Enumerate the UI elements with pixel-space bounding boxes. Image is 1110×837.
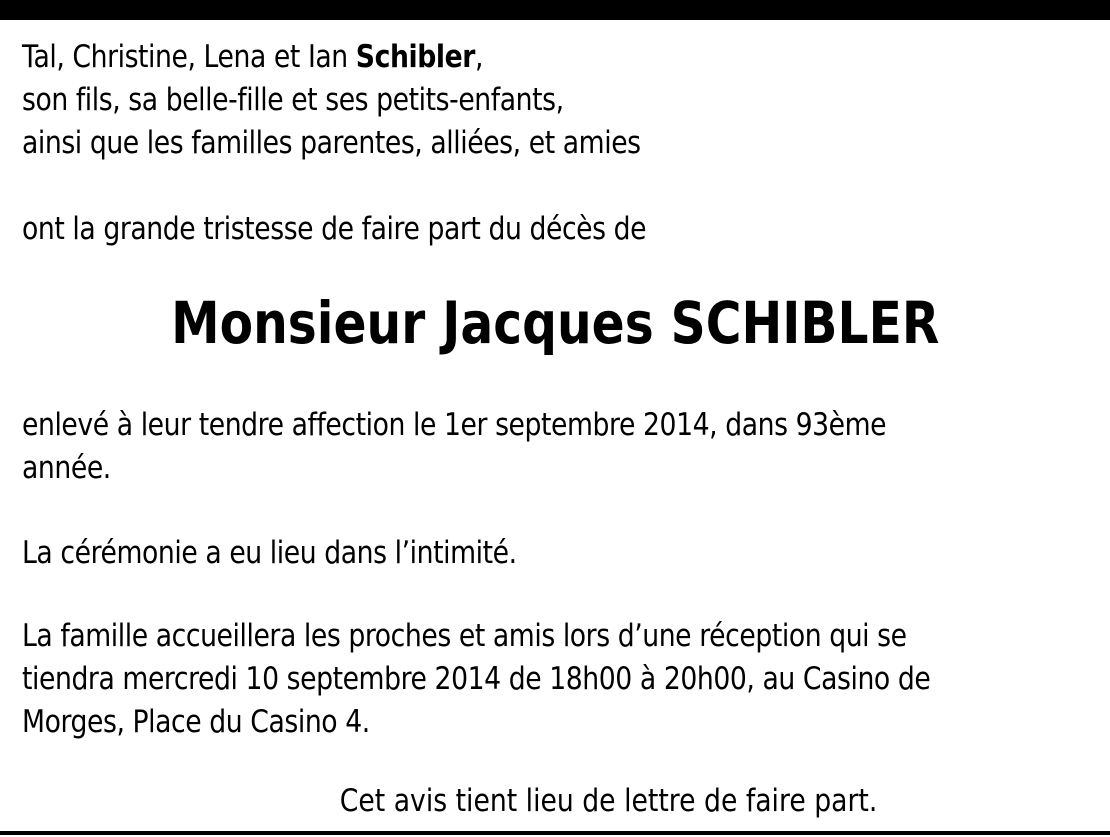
top-border-rule [0, 0, 1110, 20]
reception-paragraph [22, 615, 1092, 744]
family-relation: son fils, sa belle-fille et ses petits-enfants, [22, 82, 564, 118]
passing-paragraph [22, 404, 1092, 490]
intro-comma: , [474, 39, 483, 75]
closing-text: Cet avis tient lieu de lettre de faire part. [340, 783, 878, 819]
reception-line-3: Morges, Place du Casino 4. [22, 704, 370, 740]
passing-line-2: année. [22, 450, 111, 486]
deceased-name-heading [0, 290, 1110, 356]
announcement-text: ont la grande tristesse de faire part du décès de [22, 211, 647, 247]
deceased-name: Monsieur Jacques SCHIBLER [170, 289, 940, 357]
announcement [22, 208, 1092, 251]
family-extended: ainsi que les familles parentes, alliées, et amies [22, 125, 641, 161]
family-intro [22, 36, 1092, 165]
ceremony-text: La cérémonie a eu lieu dans l’intimité. [22, 535, 517, 571]
ceremony-paragraph [22, 532, 1092, 575]
family-names: Tal, Christine, Lena et Ian [22, 39, 356, 75]
reception-line-1: La famille accueillera les proches et amis lors d’une réception qui se [22, 618, 907, 654]
reception-line-2: tiendra mercredi 10 septembre 2014 de 18h00 à 20h00, au Casino de [22, 661, 931, 697]
closing-line [0, 780, 1110, 823]
family-surname: Schibler [355, 39, 475, 75]
bottom-border-rule [0, 831, 1110, 835]
passing-line-1: enlevé à leur tendre affection le 1er septembre 2014, dans 93ème [22, 407, 887, 443]
